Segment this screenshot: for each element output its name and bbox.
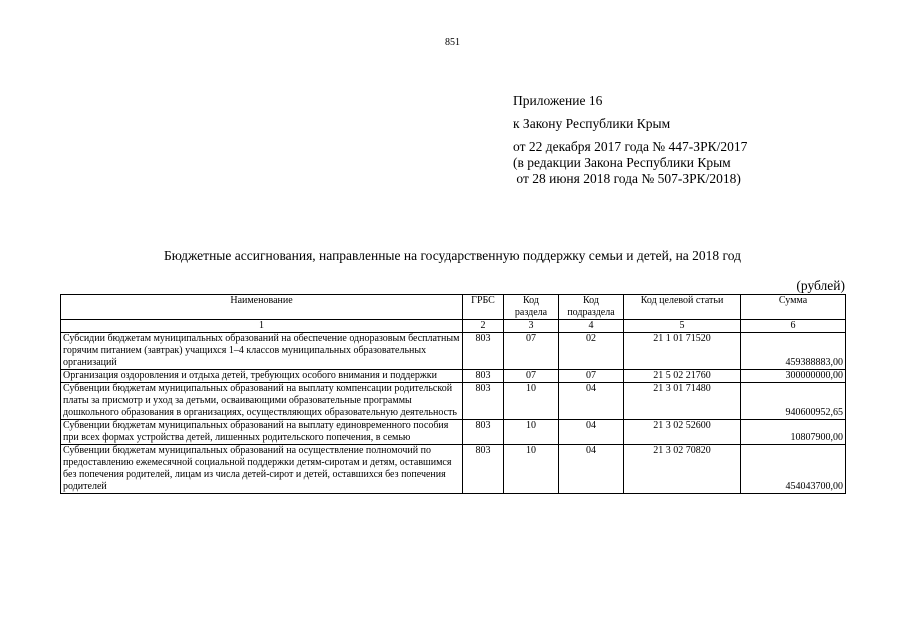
row-name: Субсидии бюджетам муниципальных образований на обеспечение одноразовым бесплатным горячим питанием (завтрак) учащихся 1–4 классов муниципальных образовательных организаций (61, 333, 463, 370)
row-subsection: 07 (559, 370, 624, 383)
row-section: 10 (504, 445, 559, 494)
table-row (61, 333, 846, 370)
row-name: Субвенции бюджетам муниципальных образований на осуществление полномочий по предоставлению ежемесячной социальной поддержки детям-сиротам и детям, оставшимся без попечения родителей, лицам из числа детей-сирот и детей, оставшихся без попечения родителей (61, 445, 463, 494)
column-number-row (61, 320, 846, 333)
appendix-number: Приложение 16 (513, 93, 603, 108)
header-sum: Сумма (741, 295, 846, 320)
table-row (61, 383, 846, 420)
row-target: 21 1 01 71520 (624, 333, 741, 370)
column-number: 1 (61, 320, 463, 333)
row-subsection: 04 (559, 420, 624, 445)
row-target: 21 3 02 52600 (624, 420, 741, 445)
row-sum: 940600952,65 (741, 383, 846, 420)
row-sum: 10807900,00 (741, 420, 846, 445)
document-title: Бюджетные ассигнования, направленные на государственную поддержку семьи и детей, на 2018 год (164, 248, 741, 263)
row-subsection: 04 (559, 445, 624, 494)
row-section: 07 (504, 370, 559, 383)
row-name: Организация оздоровления и отдыха детей, требующих особого внимания и поддержки (61, 370, 463, 383)
appendix-edition: (в редакции Закона Республики Крым (513, 155, 731, 170)
row-grbs: 803 (463, 370, 504, 383)
row-name: Субвенции бюджетам муниципальных образований на выплату единовременного пособия при всех формах устройства детей, лишенных родительского попечения, в семью (61, 420, 463, 445)
header-subsection: Код подраздела (559, 295, 624, 320)
header-section: Код раздела (504, 295, 559, 320)
row-subsection: 02 (559, 333, 624, 370)
row-name: Субвенции бюджетам муниципальных образований на выплату компенсации родительской платы за присмотр и уход за детьми, осваивающими образовательные программы дошкольного образования в организациях, осуществляющих образовательную деятельность (61, 383, 463, 420)
row-target: 21 3 02 70820 (624, 445, 741, 494)
column-number: 4 (559, 320, 624, 333)
row-grbs: 803 (463, 420, 504, 445)
header-name: Наименование (61, 295, 463, 320)
header-target: Код целевой статьи (624, 295, 741, 320)
row-section: 10 (504, 420, 559, 445)
row-grbs: 803 (463, 383, 504, 420)
page-number: 851 (445, 37, 460, 48)
appendix-law: к Закону Республики Крым (513, 116, 671, 131)
row-section: 10 (504, 383, 559, 420)
budget-table (60, 294, 846, 494)
row-sum: 300000000,00 (741, 370, 846, 383)
appendix-edition-date: от 28 июня 2018 года № 507-ЗРК/2018) (513, 171, 741, 186)
column-number: 6 (741, 320, 846, 333)
table-header-row (61, 295, 846, 320)
currency-unit: (рублей) (796, 278, 845, 293)
header-grbs: ГРБС (463, 295, 504, 320)
column-number: 3 (504, 320, 559, 333)
row-sum: 459388883,00 (741, 333, 846, 370)
appendix-header (513, 93, 747, 187)
row-grbs: 803 (463, 333, 504, 370)
column-number: 2 (463, 320, 504, 333)
appendix-law-date: от 22 декабря 2017 года № 447-ЗРК/2017 (513, 139, 748, 154)
row-section: 07 (504, 333, 559, 370)
row-grbs: 803 (463, 445, 504, 494)
row-subsection: 04 (559, 383, 624, 420)
table-row (61, 370, 846, 383)
row-target: 21 3 01 71480 (624, 383, 741, 420)
row-target: 21 5 02 21760 (624, 370, 741, 383)
column-number: 5 (624, 320, 741, 333)
table-row (61, 420, 846, 445)
row-sum: 454043700,00 (741, 445, 846, 494)
table-row (61, 445, 846, 494)
